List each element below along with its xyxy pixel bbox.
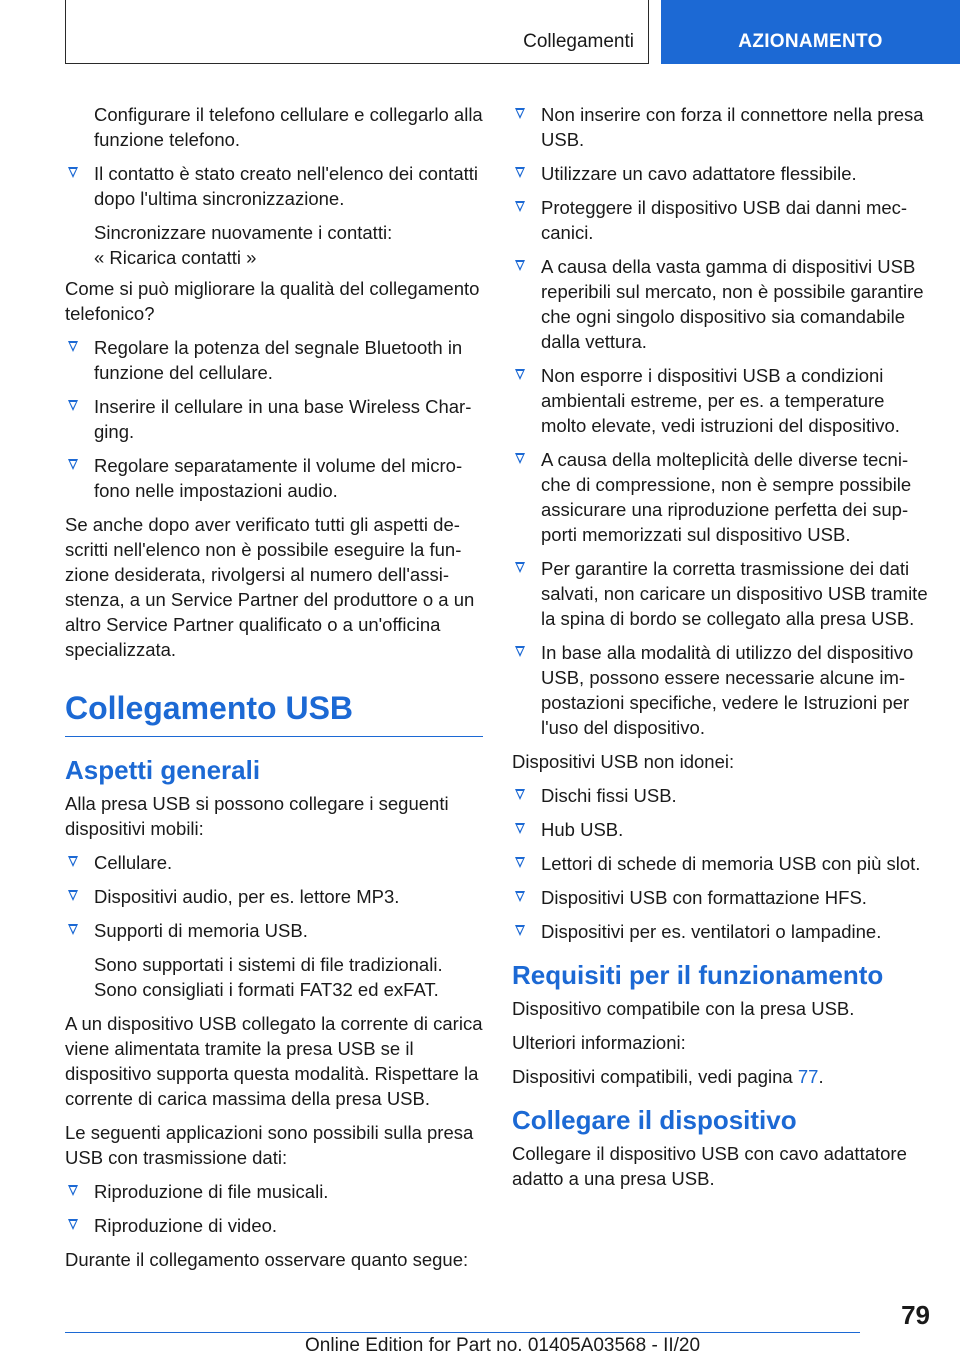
bullet-triangle-icon	[68, 1185, 78, 1196]
bullet-item	[65, 918, 483, 943]
bullet-triangle-icon	[68, 924, 78, 935]
paragraph-power: A un dispositivo USB collegato la corrente di carica viene alimentata tramite la presa USB se il dispositivo supporta questa modalità. Rispettare la corrente di carica massima della presa USB.	[65, 1013, 483, 1109]
bullet-text: Cellulare.	[94, 852, 173, 873]
bullet-text: Non inserire con forza il connettore nella presa USB.	[541, 104, 924, 150]
bullet-triangle-icon	[68, 890, 78, 901]
paragraph-see-page	[512, 1064, 930, 1089]
bullet-item	[65, 453, 483, 503]
left-column	[65, 102, 483, 1281]
bullet-item	[65, 1213, 483, 1238]
bullet-triangle-icon	[515, 646, 525, 657]
bullet-item	[512, 102, 930, 152]
bullet-item	[65, 1179, 483, 1204]
bullet-triangle-icon	[515, 369, 525, 380]
paragraph-support: Se anche dopo aver verificato tutti gli aspetti descritti nell'elenco non è possibile eseguire la funzione desiderata, rivolgersi al numero dell'assistenza, a un Service Partner del produttore o a un altro Service Partner qualificato o a un'officina specializzata.	[65, 514, 475, 660]
bullet-item	[512, 919, 930, 944]
bullet-item	[512, 885, 930, 910]
paragraph-filesystems	[65, 952, 483, 1002]
bullet-item	[65, 850, 483, 875]
bullet-text: Hub USB.	[541, 819, 624, 840]
bullet-text: In base alla modalità di utilizzo del dispositivo USB, possono essere necessarie alcune impostazioni specifiche, vedere le Istruzioni per l'uso del dispositivo.	[541, 642, 914, 738]
bullet-text: Supporti di memoria USB.	[94, 920, 308, 941]
paragraph-compatible: Dispositivo compatibile con la presa USB.	[512, 998, 855, 1019]
filesystems-line-1: Sono supportati i sistemi di file tradizionali.	[94, 954, 443, 975]
bullet-item	[512, 556, 930, 631]
paragraph-more-info: Ulteriori informazioni:	[512, 1032, 686, 1053]
bullet-text: Dischi fissi USB.	[541, 785, 677, 806]
bullet-text: Dispositivi USB con formattazione HFS.	[541, 887, 867, 908]
header-chapter-title: AZIONAMENTO	[738, 31, 883, 52]
paragraph-resync	[65, 220, 483, 270]
bullet-item	[65, 161, 483, 211]
bullet-triangle-icon	[515, 857, 525, 868]
heading-connect-device: Collegare il dispositivo	[512, 1105, 797, 1135]
bullet-item	[512, 640, 930, 740]
paragraph-observe: Durante il collegamento osservare quanto segue:	[65, 1249, 469, 1270]
bullet-triangle-icon	[515, 260, 525, 271]
bullet-text: Dispositivi audio, per es. lettore MP3.	[94, 886, 400, 907]
heading-general: Aspetti generali	[65, 755, 261, 785]
footer-edition: Online Edition for Part no. 01405A03568 - II/20	[305, 1335, 701, 1356]
page-number: 79	[901, 1300, 930, 1330]
heading-usb-connection: Collegamento USB	[65, 690, 483, 737]
header-chapter-tab	[661, 0, 960, 64]
bullet-triangle-icon	[515, 108, 525, 119]
bullet-item	[512, 817, 930, 842]
bullet-item	[65, 335, 483, 385]
bullet-triangle-icon	[515, 823, 525, 834]
bullet-triangle-icon	[68, 1219, 78, 1230]
bullet-text: Inserire il cellulare in una base Wireless Charging.	[94, 396, 472, 442]
bullet-text: Per garantire la corretta trasmissione dei dati salvati, non caricare un dispositivo USB tramite la spina di bordo se collegato alla presa USB.	[541, 558, 928, 629]
see-page-suffix: .	[818, 1066, 824, 1087]
bullet-triangle-icon	[515, 891, 525, 902]
bullet-item	[512, 195, 930, 245]
bullet-text: Dispositivi per es. ventilatori o lampadine.	[541, 921, 882, 942]
bullet-triangle-icon	[68, 400, 78, 411]
bullet-text: A causa della molteplicità delle diverse tecniche di compressione, non è sempre possibile assicurare una riproduzione perfetta dei supporti memorizzati sul dispositivo USB.	[541, 449, 912, 545]
see-page-text: Dispositivi compatibili, vedi pagina	[512, 1066, 798, 1087]
bullet-triangle-icon	[515, 167, 525, 178]
bullet-text: Regolare la potenza del segnale Bluetooth in funzione del cellulare.	[94, 337, 463, 383]
bullet-item	[512, 363, 930, 438]
bullet-item	[65, 394, 483, 444]
bullet-text: Lettori di schede di memoria USB con più slot.	[541, 853, 921, 874]
bullet-text: Regolare separatamente il volume del microfono nelle impostazioni audio.	[94, 455, 463, 501]
bullet-item	[65, 884, 483, 909]
resync-command: « Ricarica contatti »	[94, 247, 257, 268]
bullet-text: Proteggere il dispositivo USB dai danni meccanici.	[541, 197, 908, 243]
bullet-item	[512, 254, 930, 354]
bullet-text: Riproduzione di file musicali.	[94, 1181, 329, 1202]
paragraph-unsuitable: Dispositivi USB non idonei:	[512, 751, 735, 772]
page-reference-link[interactable]: 77	[797, 1066, 819, 1087]
right-column	[512, 102, 930, 1200]
bullet-text: Il contatto è stato creato nell'elenco dei contatti dopo l'ultima sincronizzazione.	[94, 163, 479, 209]
header-section-box	[65, 0, 649, 64]
bullet-item	[512, 447, 930, 547]
bullet-text: Utilizzare un cavo adattatore flessibile.	[541, 163, 857, 184]
resync-text: Sincronizzare nuovamente i contatti:	[94, 222, 393, 243]
bullet-item	[512, 851, 930, 876]
filesystems-line-2: Sono consigliati i formati FAT32 ed exFAT.	[94, 979, 439, 1000]
bullet-triangle-icon	[515, 925, 525, 936]
heading-requirements: Requisiti per il funzionamento	[512, 960, 884, 990]
bullet-item	[512, 161, 930, 186]
bullet-text: Riproduzione di video.	[94, 1215, 278, 1236]
bullet-text: A causa della vasta gamma di dispositivi USB reperibili sul mercato, non è possibile garantire che ogni singolo dispositivo sia comandabile dalla vettura.	[541, 256, 924, 352]
bullet-item	[512, 783, 930, 808]
paragraph-apps: Le seguenti applicazioni sono possibili sulla presa USB con trasmissione dati:	[65, 1122, 474, 1168]
paragraph-intro: Configurare il telefono cellulare e collegarlo alla funzione telefono.	[94, 104, 483, 150]
paragraph-connect: Collegare il dispositivo USB con cavo adattatore adatto a una presa USB.	[512, 1143, 907, 1189]
bullet-triangle-icon	[68, 856, 78, 867]
paragraph-devices: Alla presa USB si possono collegare i seguenti dispositivi mobili:	[65, 793, 449, 839]
bullet-triangle-icon	[515, 453, 525, 464]
bullet-triangle-icon	[515, 201, 525, 212]
bullet-triangle-icon	[515, 562, 525, 573]
bullet-triangle-icon	[68, 341, 78, 352]
bullet-triangle-icon	[68, 459, 78, 470]
bullet-triangle-icon	[68, 167, 78, 178]
header-section-title: Collegamenti	[523, 31, 634, 52]
paragraph-question: Come si può migliorare la qualità del collegamento telefonico?	[65, 278, 480, 324]
bullet-text: Non esporre i dispositivi USB a condizioni ambientali estreme, per es. a temperature molto elevate, vedi istruzioni del dispositivo.	[541, 365, 900, 436]
bullet-triangle-icon	[515, 789, 525, 800]
footer-divider	[65, 1332, 860, 1333]
